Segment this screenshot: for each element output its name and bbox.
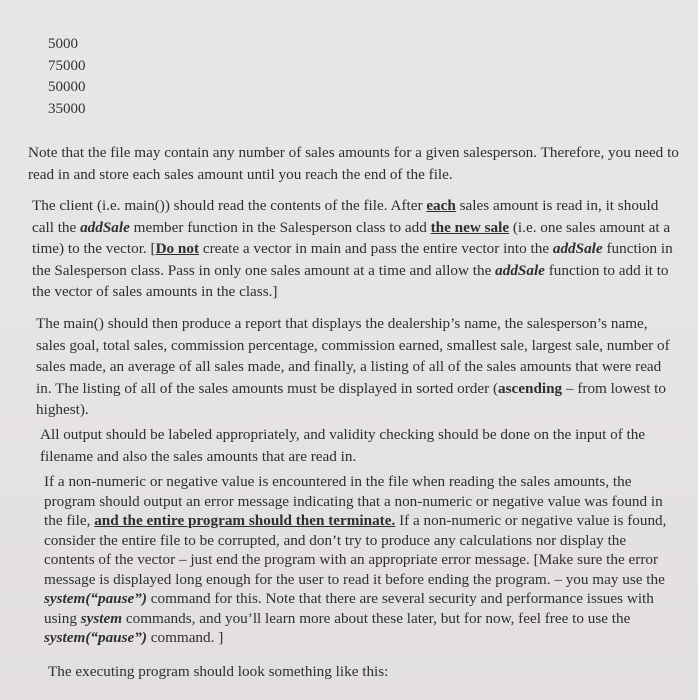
text-run: create a vector in main and pass the entire vector into the xyxy=(199,240,553,257)
emphasis-ascending: ascending xyxy=(498,379,563,397)
text-run: function to add it to the vector of sales amounts in the class.] xyxy=(32,261,669,300)
text-run: sales amount is read in, it should call the xyxy=(32,197,659,236)
command-system: system xyxy=(80,609,123,627)
text-run: The main() should then produce a report that displays the dealership’s name, the salesperson’s name, sales goal, total sales, commission percentage, commission earned, smallest sale, largest sale, number of sales made, an average of all sales made, and finally, a listing of all of the sales amounts that were read in. The listing of all of the sales amounts must be displayed in sorted order ( xyxy=(36,315,670,397)
text-run: – from lowest to highest). xyxy=(36,379,666,418)
text-run: member function in the Salesperson class to add xyxy=(129,218,431,236)
emphasis-each: each xyxy=(426,197,456,214)
function-name-addsale: addSale xyxy=(80,218,130,236)
sales-amount: 5000 xyxy=(48,36,78,52)
paragraph-file-note xyxy=(28,142,680,185)
paragraph-text: The executing program should look something like this: xyxy=(48,663,389,680)
emphasis-terminate: and the entire program should then terminate. xyxy=(94,512,396,529)
function-name-addsale: addSale xyxy=(495,261,545,279)
sales-amount: 50000 xyxy=(48,79,86,95)
text-run: commands, and you’ll learn more about these later, but for now, feel free to use the xyxy=(122,609,631,627)
emphasis-do-not: Do not xyxy=(155,240,200,257)
paragraph-report xyxy=(36,313,676,421)
text-run: command for this. Note that there are several security and performance issues with using xyxy=(44,590,654,627)
sales-amount: 35000 xyxy=(48,100,86,117)
text-run: If a non-numeric or negative value is found, consider the entire file to be corrupted, and don’t try to produce any calculations nor display the contents of the vector – just end the program with an appropriate error message. [Make sure the error message is displayed long enough for the user to read it before ending the program. – you may use the xyxy=(44,512,667,588)
paragraph-client-read xyxy=(32,195,684,303)
command-system-pause: system(“pause”) xyxy=(44,590,147,607)
paragraph-error-handling xyxy=(44,472,676,648)
function-name-addsale: addSale xyxy=(552,240,603,257)
paragraph-text: Note that the file may contain any number of sales amounts for a given salesperson. Therefore, you need to read in and store each sales amount until you reach the end of the file. xyxy=(28,144,679,183)
sales-amount-list xyxy=(48,34,86,120)
text-run: (i.e. one sales amount at a time) to the vector. [ xyxy=(32,218,671,257)
text-run: function in the Salesperson class. Pass in only one sales amount at a time and allow the xyxy=(32,240,673,279)
emphasis-new-sale: the new sale xyxy=(430,218,510,236)
sales-amount: 75000 xyxy=(48,57,86,74)
command-system-pause: system(“pause”) xyxy=(44,629,147,646)
text-run: The client (i.e. main()) should read the contents of the file. After xyxy=(32,197,427,214)
text-run: If a non-numeric or negative value is encountered in the file when reading the sales amounts, the program should output an error message indicating that a non-numeric or negative value was found in the file, xyxy=(44,473,663,529)
paragraph-text: All output should be labeled appropriately, and validity checking should be done on the input of the filename and also the sales amounts that are read in. xyxy=(40,426,646,465)
paragraph-executing-program xyxy=(48,661,648,683)
paragraph-output-labels xyxy=(40,424,680,467)
text-run: command. ] xyxy=(146,629,224,646)
